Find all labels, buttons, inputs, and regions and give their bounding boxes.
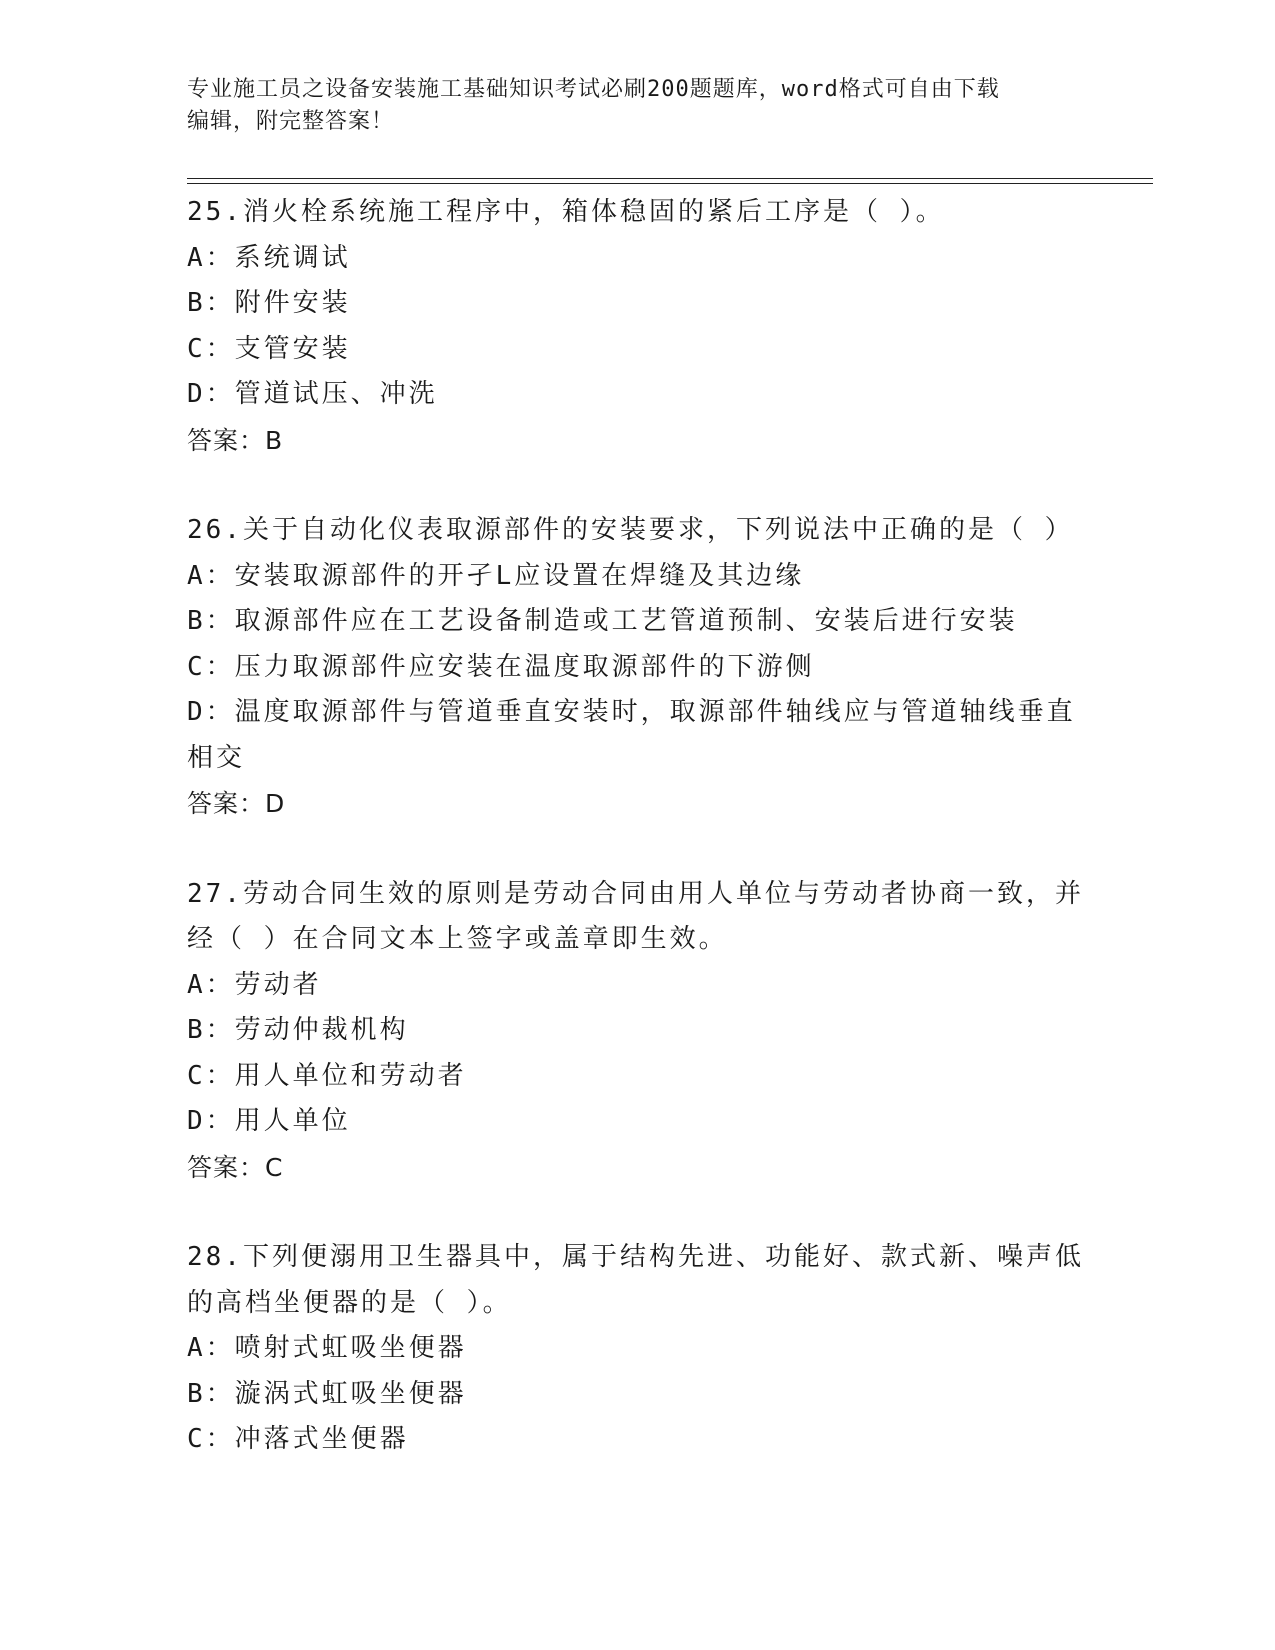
question-26: [187, 508, 1087, 827]
option-b: B：漩涡式虹吸坐便器: [187, 1378, 467, 1409]
option-c: C：压力取源部件应安装在温度取源部件的下游侧: [187, 651, 815, 682]
option-b: B：劳动仲裁机构: [187, 1015, 409, 1045]
question-stem: 28.下列便溺用卫生器具中，属于结构先进、功能好、款式新、噪声低: [187, 1242, 1084, 1272]
option-c: C：冲落式坐便器: [187, 1424, 409, 1454]
option-d: D：用人单位: [187, 1106, 351, 1136]
question-stem-continued: 的高档坐便器的是（ ）。: [187, 1287, 512, 1318]
option-c: C：用人单位和劳动者: [187, 1060, 467, 1091]
header-line-1: 专业施工员之设备安装施工基础知识考试必刷200题题库，word格式可自由下载: [187, 77, 1000, 102]
question-stem: 25.消火栓系统施工程序中，箱体稳固的紧后工序是（ ）。: [187, 197, 945, 227]
question-25: [187, 190, 1087, 463]
option-a: A：系统调试: [187, 242, 351, 273]
option-d: D：管道试压、冲洗: [187, 379, 438, 409]
answer: 答案：D: [187, 789, 286, 818]
question-list: [187, 190, 1087, 1463]
option-a: A：安装取源部件的开孑L应设置在焊缝及其边缘: [187, 560, 805, 591]
question-stem: 27.劳动合同生效的原则是劳动合同由用人单位与劳动者协商一致，并: [187, 878, 1084, 909]
header-divider-bottom: [187, 183, 1153, 184]
option-a: A：劳动者: [187, 969, 322, 1000]
question-stem-continued: 经（ ）在合同文本上签字或盖章即生效。: [187, 924, 728, 954]
document-header: [187, 74, 1067, 138]
header-line-2: 编辑，附完整答案！: [187, 109, 395, 134]
option-d-continued: 相交: [187, 742, 246, 773]
option-b: B：取源部件应在工艺设备制造或工艺管道预制、安装后进行安装: [187, 606, 1018, 636]
question-28: [187, 1235, 1087, 1463]
option-c: C：支管安装: [187, 333, 351, 364]
option-a: A：喷射式虹吸坐便器: [187, 1333, 467, 1363]
option-b: B：附件安装: [187, 288, 351, 318]
question-stem: 26.关于自动化仪表取源部件的安装要求，下列说法中正确的是（ ）: [187, 515, 1074, 545]
header-divider-top: [187, 178, 1153, 179]
answer: 答案：C: [187, 1152, 284, 1182]
question-27: [187, 872, 1087, 1191]
option-d: D：温度取源部件与管道垂直安装时，取源部件轴线应与管道轴线垂直: [187, 697, 1076, 727]
answer: 答案：B: [187, 425, 284, 455]
